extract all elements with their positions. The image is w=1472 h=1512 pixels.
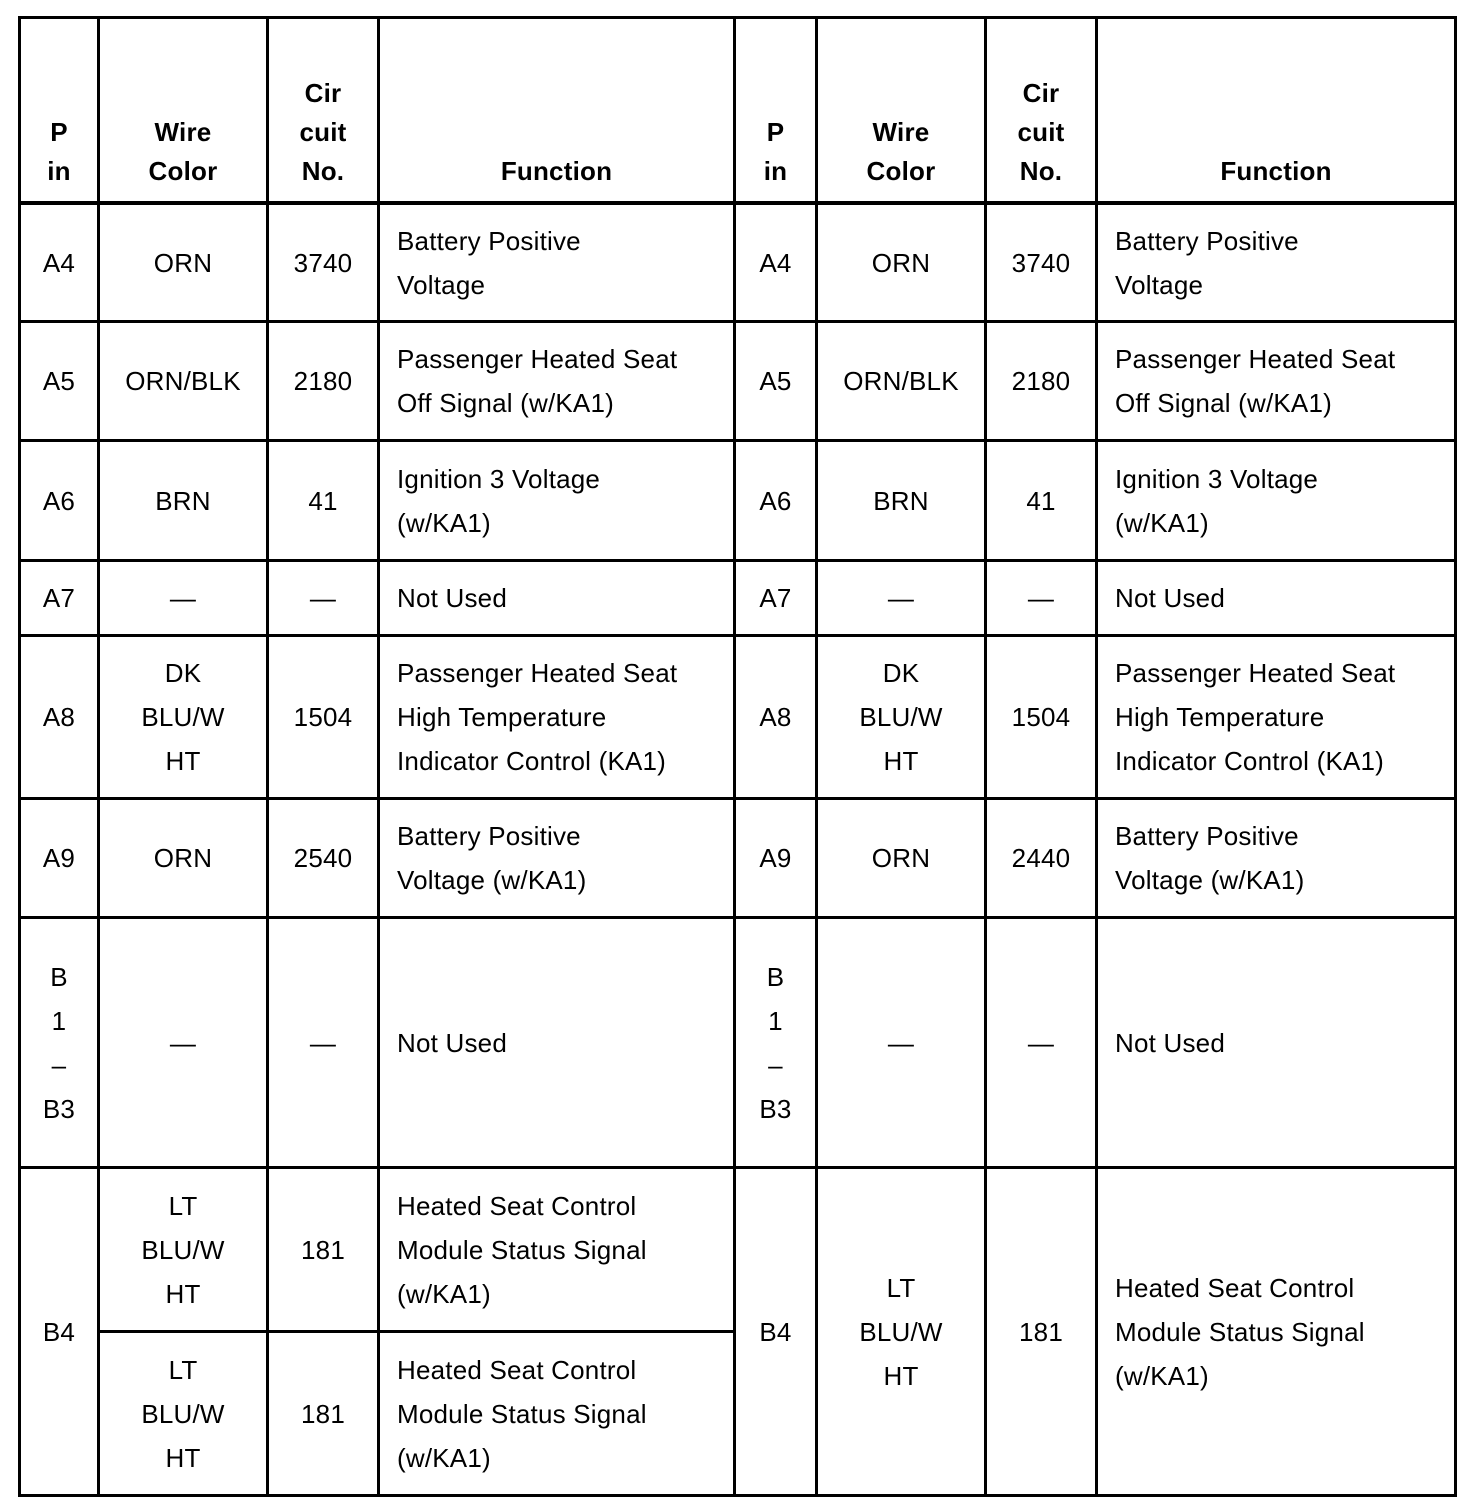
header-circuit-no-left: Cir cuit No. [269, 16, 380, 205]
circuit-cell: 1504 [269, 637, 380, 800]
function-cell: Heated Seat Control Module Status Signal (w/KA1) [380, 1333, 736, 1497]
wire-color-cell: DK BLU/W HT [100, 637, 269, 800]
function-cell: Battery Positive Voltage (w/KA1) [380, 800, 736, 919]
circuit-cell: 41 [987, 442, 1098, 562]
circuit-cell: 2540 [269, 800, 380, 919]
pin-cell: A9 [736, 800, 818, 919]
wire-color-cell: ORN [100, 800, 269, 919]
function-cell: Passenger Heated Seat High Temperature Indicator Control (KA1) [380, 637, 736, 800]
circuit-cell: 2180 [987, 323, 1098, 442]
header-wire-color-left: Wire Color [100, 16, 269, 205]
wire-color-cell: — [818, 919, 987, 1169]
wire-color-cell: BRN [818, 442, 987, 562]
pin-cell: A5 [736, 323, 818, 442]
pin-cell: B4 [736, 1169, 818, 1497]
circuit-cell: — [987, 919, 1098, 1169]
function-cell: Battery Positive Voltage (w/KA1) [1098, 800, 1457, 919]
header-pin-right: P in [736, 16, 818, 205]
pin-cell: A6 [736, 442, 818, 562]
wire-color-cell: — [818, 562, 987, 637]
function-cell: Heated Seat Control Module Status Signal (w/KA1) [1098, 1169, 1457, 1497]
circuit-cell: 181 [987, 1169, 1098, 1497]
function-cell: Ignition 3 Voltage (w/KA1) [380, 442, 736, 562]
header-pin-left: P in [18, 16, 100, 205]
wire-color-cell: — [100, 919, 269, 1169]
header-wire-color-right: Wire Color [818, 16, 987, 205]
wire-color-cell: ORN/BLK [100, 323, 269, 442]
wire-color-cell: — [100, 562, 269, 637]
function-cell: Passenger Heated Seat Off Signal (w/KA1) [380, 323, 736, 442]
function-cell: Passenger Heated Seat High Temperature Indicator Control (KA1) [1098, 637, 1457, 800]
circuit-cell: 181 [269, 1333, 380, 1497]
wire-color-cell: BRN [100, 442, 269, 562]
pin-cell: A4 [736, 205, 818, 323]
circuit-cell: — [987, 562, 1098, 637]
function-cell: Passenger Heated Seat Off Signal (w/KA1) [1098, 323, 1457, 442]
pin-cell: A5 [18, 323, 100, 442]
header-function-left: Function [380, 16, 736, 205]
pin-cell: A7 [18, 562, 100, 637]
pin-cell: B 1 – B3 [18, 919, 100, 1169]
header-function-right: Function [1098, 16, 1457, 205]
wire-color-cell: ORN [818, 205, 987, 323]
function-cell: Ignition 3 Voltage (w/KA1) [1098, 442, 1457, 562]
wire-color-cell: DK BLU/W HT [818, 637, 987, 800]
circuit-cell: 3740 [987, 205, 1098, 323]
wire-color-cell: LT BLU/W HT [100, 1333, 269, 1497]
function-cell: Not Used [380, 562, 736, 637]
pin-cell: A4 [18, 205, 100, 323]
pin-cell: A8 [736, 637, 818, 800]
circuit-cell: 41 [269, 442, 380, 562]
circuit-cell: 3740 [269, 205, 380, 323]
wire-color-cell: LT BLU/W HT [818, 1169, 987, 1497]
circuit-cell: 181 [269, 1169, 380, 1333]
function-cell: Not Used [380, 919, 736, 1169]
circuit-cell: — [269, 919, 380, 1169]
pin-cell: A6 [18, 442, 100, 562]
wire-color-cell: ORN/BLK [818, 323, 987, 442]
pin-cell: A8 [18, 637, 100, 800]
function-cell: Battery Positive Voltage [1098, 205, 1457, 323]
function-cell: Battery Positive Voltage [380, 205, 736, 323]
function-cell: Not Used [1098, 919, 1457, 1169]
header-circuit-no-right: Cir cuit No. [987, 16, 1098, 205]
pin-cell: A9 [18, 800, 100, 919]
pin-cell: A7 [736, 562, 818, 637]
wire-color-cell: LT BLU/W HT [100, 1169, 269, 1333]
circuit-cell: 2440 [987, 800, 1098, 919]
function-cell: Not Used [1098, 562, 1457, 637]
wire-color-cell: ORN [818, 800, 987, 919]
circuit-cell: — [269, 562, 380, 637]
function-cell: Heated Seat Control Module Status Signal (w/KA1) [380, 1169, 736, 1333]
pin-cell: B 1 – B3 [736, 919, 818, 1169]
circuit-cell: 2180 [269, 323, 380, 442]
wire-color-cell: ORN [100, 205, 269, 323]
circuit-cell: 1504 [987, 637, 1098, 800]
pin-cell: B4 [18, 1169, 100, 1497]
